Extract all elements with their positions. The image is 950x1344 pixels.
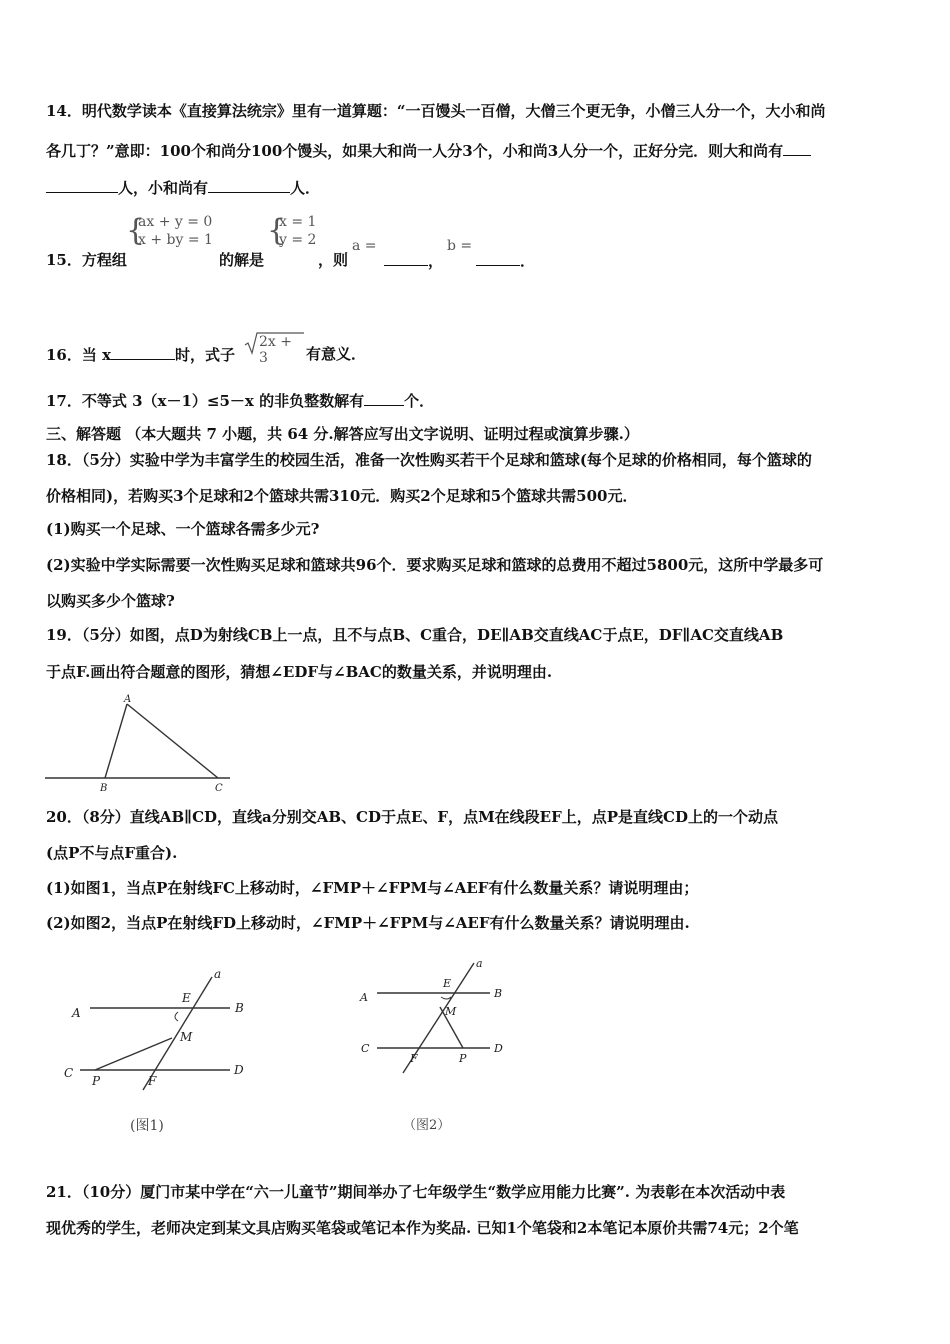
fig2-label-p: P [459,1052,467,1065]
fig1-label-a: a [214,967,222,981]
q16-radicand: 2x + 3 [259,334,292,366]
q18-part1: (1)购买一个足球、一个篮球各需多少元? [46,520,320,538]
q20-figure1 [60,965,260,1145]
q20-line2: (点P不与点F重合). [46,844,178,862]
q14-line1: 14．明代数学读本《直接算法统宗》里有一道算题：“一百馒头一百僧，大僧三个更无争，小僧三人分一个，大小和尚 [46,102,826,120]
fig1-label-c: C [64,1066,74,1080]
q17-prefix: 17．不等式 3（x－1）≤5－x 的非负整数解有 [46,392,365,410]
q20-figure2 [355,955,525,1135]
q17-line [46,390,434,411]
q15-middle: 的解是 [219,251,265,269]
q15-system2 [267,213,316,249]
q18-part2a: (2)实验中学实际需要一次性购买足球和篮球共96个．要求购买足球和篮球的总费用不超过5800元，这所中学最多可 [46,556,824,574]
q14-blank-small-monk[interactable] [208,177,290,193]
q15-end: ． [520,252,536,270]
q17-suffix: 个． [404,392,435,410]
q19-label-c: C [215,783,223,794]
fig2-angle-arc [441,997,451,999]
q15-blank-b[interactable] [476,250,520,266]
q15-a-label: a = [352,238,377,254]
q18-line1: 18．（5分）实验中学为丰富学生的校园生活，准备一次性购买若干个足球和篮球(每个足球的价格相同，每个篮球的 [46,451,812,469]
q15-b-group [476,250,535,271]
fig2-label-a-point: A [360,991,368,1004]
q16-sqrt-expr [244,331,304,366]
q20-part2: (2)如图2，当点P在射线FD上移动时，∠FMP＋∠FPM与∠AEF有什么数量关系？请说明理由. [46,914,690,932]
q16-suffix: 有意义． [306,345,367,363]
q21-line2: 现优秀的学生，老师决定到某文具店购买笔袋或笔记本作为奖品. 已知1个笔袋和2本笔记本原价共需74元；2个笔 [46,1219,799,1237]
fig1-label-p: P [92,1074,101,1088]
fig2-label-c: C [361,1042,370,1055]
q15-then: ，则 [318,251,349,269]
fig1-label-d: D [234,1063,244,1077]
q19-figure [40,692,240,796]
q20-part1: (1)如图1，当点P在射线FC上移动时，∠FMP＋∠FPM与∠AEF有什么数量关系？请说明理由； [46,879,699,897]
fig1-caption: (图1) [130,1118,164,1134]
q16-blank[interactable] [111,344,175,360]
q18-line2: 价格相同)，若购买3个足球和2个篮球共需310元．购买2个足球和5个篮球共需500元． [46,487,638,505]
fig1-label-b: B [235,1001,244,1015]
fig1-label-m: M [180,1030,193,1044]
q14-blank-big-monk-2[interactable] [46,177,118,193]
q14-line3b: 人． [290,179,321,197]
fig1-label-a-point: A [72,1006,81,1020]
q18-part2b: 以购买多少个篮球? [46,592,175,610]
fig2-label-b: B [494,987,503,1000]
q16-middle: 时，式子 [175,346,236,364]
q15-prefix: 15．方程组 [46,251,127,269]
q19-segment-ac [127,704,218,778]
fig1-label-e: E [182,991,191,1005]
q19-line1: 19．（5分）如图，点D为射线CB上一点，且不与点B、C重合，DE∥AB交直线AC于点E，DF∥AC交直线AB [46,626,784,644]
fig2-label-d: D [494,1042,503,1055]
fig1-label-f: F [148,1074,157,1088]
q15-sys1-eq1: ax + y = 0 [138,214,213,230]
q16-prefix: 16．当 x [46,346,112,364]
q15-system1 [126,213,213,249]
q19-line2: 于点F.画出符合题意的图形，猜想∠EDF与∠BAC的数量关系，并说明理由. [46,663,553,681]
fig2-caption: （图2） [403,1118,451,1133]
fig1-segment-mp [95,1038,172,1070]
q14-blank-big-monk-1[interactable] [783,140,811,156]
q15-sys2-eq2: y = 2 [279,232,317,248]
q14-line2 [46,140,811,161]
fig1-angle-arc [175,1012,178,1021]
q14-line3 [46,177,320,198]
q15-sep: ， [428,252,444,270]
q19-label-a: A [124,694,132,705]
q14-line2-text: 各几丁？”意即：100个和尚分100个馒头，如果大和尚一人分3个，小和尚3人分一个，正好分完．则大和尚有 [46,142,784,160]
q15-blank-a[interactable] [384,250,428,266]
q15-sys1-eq2: x + by = 1 [138,232,213,248]
q20-line1: 20．（8分）直线AB∥CD，直线a分别交AB、CD于点E、F，点M在线段EF上，点P是直线CD上的一个动点 [46,808,778,826]
q14-line3a: 人，小和尚有 [118,179,209,197]
q15-a-group [384,250,443,271]
fig2-label-f: F [410,1052,418,1065]
q19-segment-ab [105,704,127,778]
q15-brace1: { [126,213,146,248]
section3-heading: 三、解答题 （本大题共 7 小题，共 64 分.解答应写出文字说明、证明过程或演算步骤.） [46,425,639,443]
fig2-label-a: a [476,957,483,970]
fig2-label-m: M [445,1005,457,1018]
fig2-label-e: E [443,977,452,990]
q15-b-label: b = [447,238,473,254]
q16-line [46,344,235,365]
q19-label-b: B [100,783,108,794]
q17-blank[interactable] [364,390,404,406]
q15-brace2: { [267,213,287,248]
q21-line1: 21．（10分）厦门市某中学在“六一儿童节”期间举办了七年级学生“数学应用能力比赛”. 为表彰在本次活动中表 [46,1183,786,1201]
q15-sys2-eq1: x = 1 [279,214,317,230]
